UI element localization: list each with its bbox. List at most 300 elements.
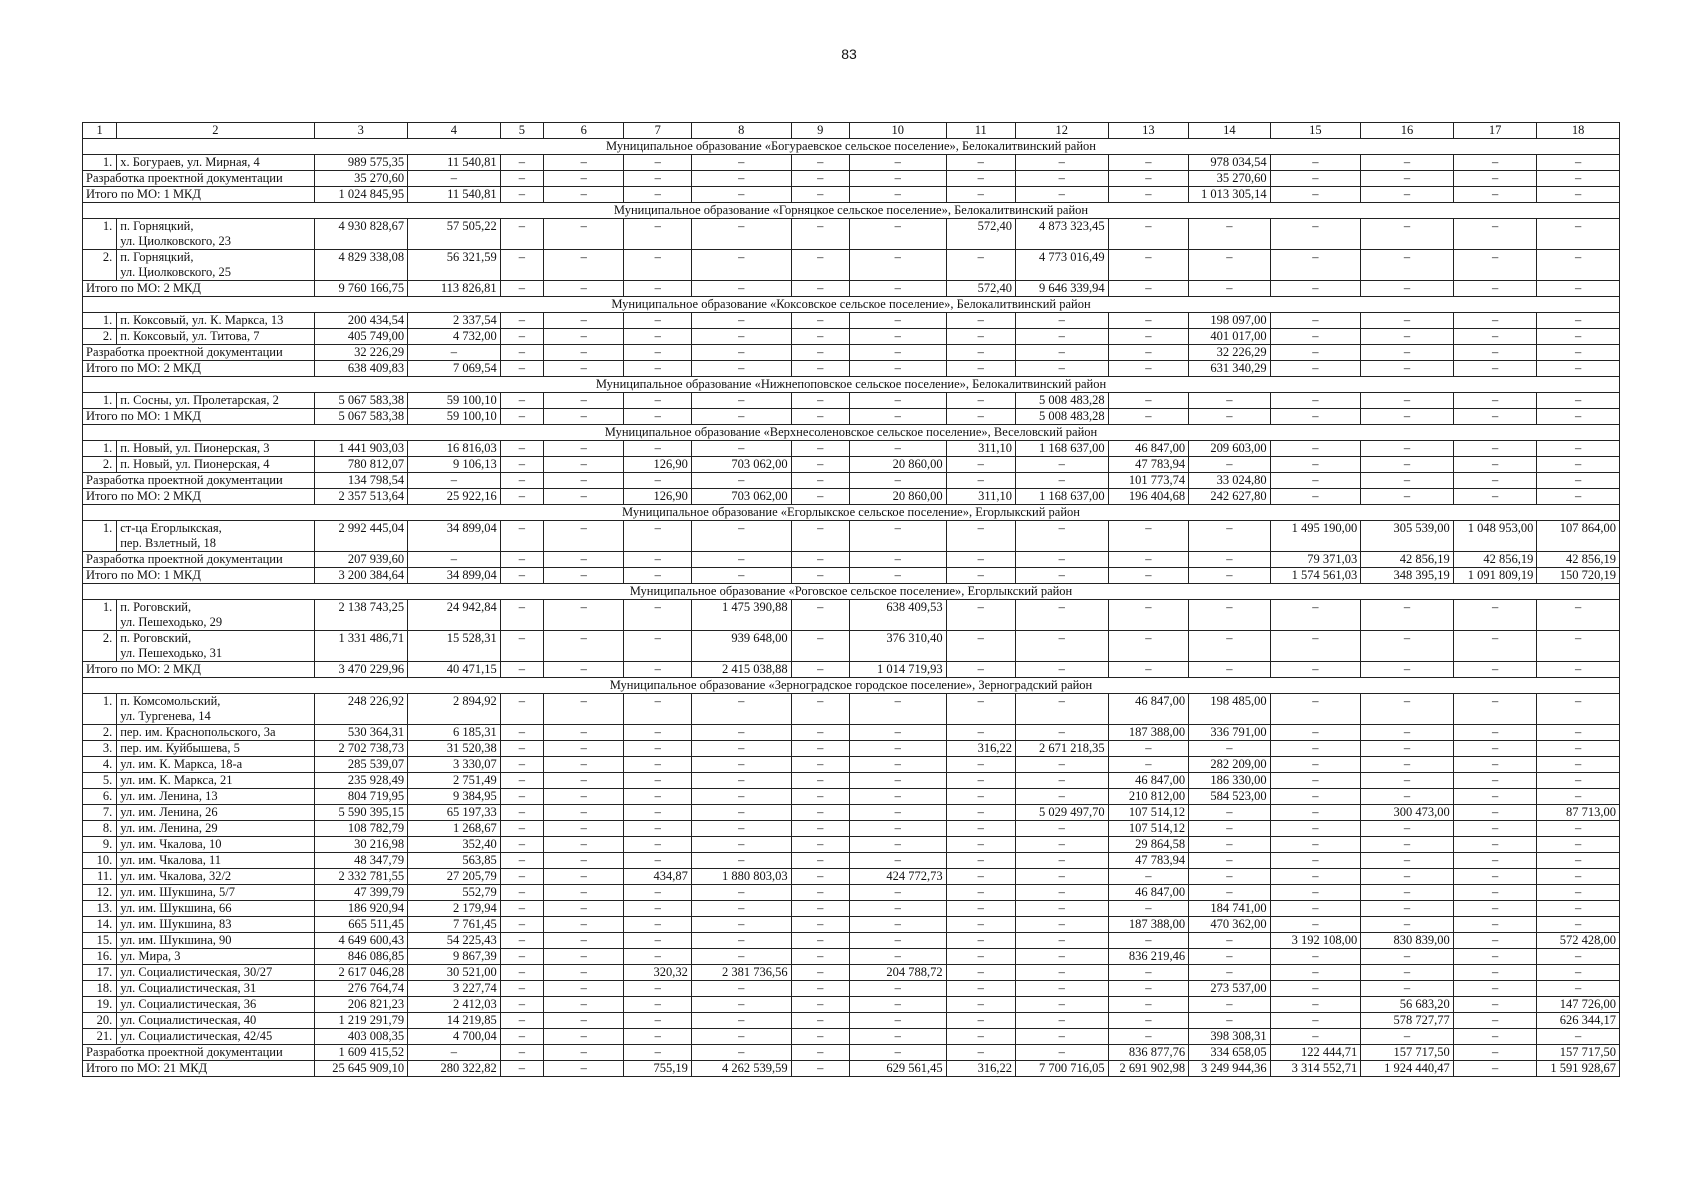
row-index: 1. [83, 441, 117, 457]
address-cell [117, 821, 314, 837]
address-cell [117, 521, 314, 552]
value-cell: – [691, 933, 791, 949]
value-cell: – [791, 281, 849, 297]
value-cell: 276 764,74 [314, 981, 408, 997]
value-cell: – [1270, 949, 1361, 965]
section-header-row [83, 139, 1620, 155]
building-row [83, 821, 1620, 837]
value-cell: – [624, 521, 691, 552]
value-cell: 9 867,39 [408, 949, 501, 965]
row-label: Итого по МО: 2 МКД [83, 662, 315, 678]
value-cell: – [849, 821, 946, 837]
value-cell: – [500, 473, 543, 489]
value-cell: – [1453, 393, 1537, 409]
value-cell: – [543, 837, 624, 853]
value-cell: – [849, 171, 946, 187]
value-cell: – [1016, 757, 1109, 773]
value-cell: – [791, 949, 849, 965]
address-cell [117, 1013, 314, 1029]
value-cell: – [849, 885, 946, 901]
value-cell: – [946, 1045, 1015, 1061]
value-cell: – [691, 821, 791, 837]
building-row [83, 949, 1620, 965]
value-cell: – [849, 789, 946, 805]
value-cell: – [624, 552, 691, 568]
address-line: ул. Циолковского, 23 [120, 234, 232, 248]
value-cell: 42 856,19 [1537, 552, 1620, 568]
value-cell: – [946, 393, 1015, 409]
value-cell: 1 048 953,00 [1453, 521, 1537, 552]
value-cell: – [624, 1045, 691, 1061]
summary-row [83, 1045, 1620, 1061]
value-cell: 755,19 [624, 1061, 691, 1077]
value-cell: 7 069,54 [408, 361, 501, 377]
value-cell: – [946, 885, 1015, 901]
value-cell: 316,22 [946, 741, 1015, 757]
value-cell: – [1453, 901, 1537, 917]
value-cell: – [691, 837, 791, 853]
value-cell: – [946, 725, 1015, 741]
value-cell: – [1016, 187, 1109, 203]
value-cell: – [624, 473, 691, 489]
value-cell: – [1189, 949, 1271, 965]
value-cell: – [624, 281, 691, 297]
value-cell: 1 219 291,79 [314, 1013, 408, 1029]
value-cell: – [1016, 981, 1109, 997]
value-cell: – [791, 313, 849, 329]
address-cell [117, 441, 314, 457]
value-cell: – [946, 155, 1015, 171]
value-cell: – [543, 805, 624, 821]
row-index: 2. [83, 457, 117, 473]
value-cell: – [849, 329, 946, 345]
value-cell: – [1453, 281, 1537, 297]
value-cell: – [1270, 187, 1361, 203]
value-cell: – [1537, 789, 1620, 805]
value-cell: 196 404,68 [1108, 489, 1189, 505]
building-row [83, 631, 1620, 662]
address-cell [117, 457, 314, 473]
value-cell: – [500, 757, 543, 773]
value-cell: – [1270, 457, 1361, 473]
row-label: Итого по МО: 2 МКД [83, 489, 315, 505]
value-cell: 16 816,03 [408, 441, 501, 457]
value-cell: 552,79 [408, 885, 501, 901]
value-cell: – [624, 949, 691, 965]
value-cell: – [1016, 568, 1109, 584]
value-cell: 107 864,00 [1537, 521, 1620, 552]
summary-row [83, 552, 1620, 568]
value-cell: – [500, 552, 543, 568]
value-cell: – [1108, 313, 1189, 329]
value-cell: – [500, 837, 543, 853]
value-cell: – [543, 313, 624, 329]
value-cell: – [946, 805, 1015, 821]
value-cell: 1 591 928,67 [1537, 1061, 1620, 1077]
value-cell: – [624, 393, 691, 409]
value-cell: – [624, 885, 691, 901]
value-cell: – [1270, 981, 1361, 997]
value-cell: 563,85 [408, 853, 501, 869]
value-cell: – [1361, 409, 1454, 425]
value-cell: 2 332 781,55 [314, 869, 408, 885]
value-cell: – [500, 313, 543, 329]
value-cell: – [1361, 949, 1454, 965]
address-line: ул. Пешеходько, 31 [120, 646, 223, 660]
value-cell: – [1453, 313, 1537, 329]
value-cell: – [849, 981, 946, 997]
value-cell: – [1270, 171, 1361, 187]
row-index: 11. [83, 869, 117, 885]
value-cell: 2 894,92 [408, 694, 501, 725]
value-cell: – [543, 662, 624, 678]
row-label: Разработка проектной документации [83, 345, 315, 361]
value-cell: – [1016, 694, 1109, 725]
address-line: ул. Пешеходько, 29 [120, 615, 223, 629]
section-title: Муниципальное образование «Горняцкое сельское поселение», Белокалитвинский район [83, 203, 1620, 219]
value-cell: – [1270, 329, 1361, 345]
value-cell: – [624, 187, 691, 203]
value-cell: 348 395,19 [1361, 568, 1454, 584]
address-line: ул. Тургенева, 14 [120, 709, 211, 723]
value-cell: – [691, 281, 791, 297]
value-cell: – [946, 997, 1015, 1013]
value-cell: – [1453, 725, 1537, 741]
value-cell: – [1270, 281, 1361, 297]
value-cell: – [500, 965, 543, 981]
value-cell: – [624, 1029, 691, 1045]
value-cell: – [691, 361, 791, 377]
value-cell: 107 514,12 [1108, 821, 1189, 837]
value-cell: 320,32 [624, 965, 691, 981]
value-cell: – [791, 662, 849, 678]
value-cell: – [1016, 821, 1109, 837]
value-cell: – [1189, 853, 1271, 869]
value-cell: – [1016, 473, 1109, 489]
value-cell: – [624, 662, 691, 678]
value-cell: – [624, 631, 691, 662]
value-cell: 4 700,04 [408, 1029, 501, 1045]
value-cell: – [691, 441, 791, 457]
value-cell: – [946, 933, 1015, 949]
value-cell: – [1453, 789, 1537, 805]
value-cell: – [1270, 409, 1361, 425]
value-cell: – [791, 631, 849, 662]
value-cell: – [500, 600, 543, 631]
value-cell: – [1016, 1013, 1109, 1029]
value-cell: – [849, 694, 946, 725]
row-index: 9. [83, 837, 117, 853]
value-cell: 242 627,80 [1189, 489, 1271, 505]
value-cell: – [624, 155, 691, 171]
value-cell: – [691, 1045, 791, 1061]
value-cell: – [1108, 409, 1189, 425]
building-row [83, 441, 1620, 457]
value-cell: 248 226,92 [314, 694, 408, 725]
address-cell [117, 933, 314, 949]
value-cell: – [408, 552, 501, 568]
value-cell: 15 528,31 [408, 631, 501, 662]
value-cell: – [1453, 917, 1537, 933]
value-cell: – [1016, 329, 1109, 345]
value-cell: – [1361, 789, 1454, 805]
value-cell: – [1537, 473, 1620, 489]
value-cell: – [1189, 997, 1271, 1013]
value-cell: – [1270, 853, 1361, 869]
value-cell: – [1537, 901, 1620, 917]
value-cell: 157 717,50 [1537, 1045, 1620, 1061]
value-cell: 311,10 [946, 489, 1015, 505]
column-number-cell: 11 [946, 123, 1015, 139]
value-cell: – [1453, 361, 1537, 377]
value-cell: 31 520,38 [408, 741, 501, 757]
value-cell: 1 495 190,00 [1270, 521, 1361, 552]
value-cell: 56 683,20 [1361, 997, 1454, 1013]
column-number-cell: 12 [1016, 123, 1109, 139]
value-cell: 54 225,43 [408, 933, 501, 949]
row-index: 6. [83, 789, 117, 805]
section-header-row [83, 505, 1620, 521]
value-cell: – [1189, 219, 1271, 250]
value-cell: 34 899,04 [408, 568, 501, 584]
value-cell: 1 268,67 [408, 821, 501, 837]
value-cell: – [1537, 600, 1620, 631]
summary-row [83, 473, 1620, 489]
value-cell: – [691, 171, 791, 187]
building-row [83, 901, 1620, 917]
value-cell: 584 523,00 [1189, 789, 1271, 805]
value-cell: 35 270,60 [314, 171, 408, 187]
address-line: ул. им. К. Маркса, 18-а [120, 757, 243, 771]
value-cell: – [1016, 853, 1109, 869]
address-line: пер. им. Куйбышева, 5 [120, 741, 240, 755]
value-cell: – [1189, 521, 1271, 552]
value-cell: – [1189, 837, 1271, 853]
value-cell: – [1016, 917, 1109, 933]
value-cell: 638 409,53 [849, 600, 946, 631]
value-cell: 7 700 716,05 [1016, 1061, 1109, 1077]
value-cell: – [500, 409, 543, 425]
value-cell: – [1453, 837, 1537, 853]
value-cell: 20 860,00 [849, 457, 946, 473]
address-line: п. Роговский, [120, 631, 192, 645]
value-cell: – [849, 741, 946, 757]
value-cell: – [849, 250, 946, 281]
value-cell: – [1361, 600, 1454, 631]
value-cell: – [543, 281, 624, 297]
value-cell: – [946, 631, 1015, 662]
value-cell: – [1270, 662, 1361, 678]
value-cell: – [1453, 1061, 1537, 1077]
value-cell: – [691, 789, 791, 805]
value-cell: – [791, 757, 849, 773]
value-cell: – [543, 568, 624, 584]
address-line: ул. Социалистическая, 31 [120, 981, 257, 995]
value-cell: – [543, 155, 624, 171]
value-cell: – [946, 600, 1015, 631]
value-cell: – [849, 281, 946, 297]
value-cell: 300 473,00 [1361, 805, 1454, 821]
value-cell: 187 388,00 [1108, 725, 1189, 741]
value-cell: – [691, 981, 791, 997]
value-cell: – [1537, 631, 1620, 662]
value-cell: – [1361, 361, 1454, 377]
address-line: п. Коксовый, ул. К. Маркса, 13 [120, 313, 284, 327]
value-cell: – [543, 329, 624, 345]
value-cell: 2 992 445,04 [314, 521, 408, 552]
value-cell: – [543, 521, 624, 552]
value-cell: – [1270, 741, 1361, 757]
row-index: 15. [83, 933, 117, 949]
row-label: Итого по МО: 1 МКД [83, 409, 315, 425]
value-cell: 46 847,00 [1108, 773, 1189, 789]
building-row [83, 313, 1620, 329]
value-cell: – [500, 997, 543, 1013]
value-cell: – [624, 741, 691, 757]
value-cell: – [624, 171, 691, 187]
value-cell: – [1537, 885, 1620, 901]
address-cell [117, 853, 314, 869]
value-cell: – [691, 313, 791, 329]
address-line: ул. Социалистическая, 40 [120, 1013, 257, 1027]
building-row [83, 885, 1620, 901]
value-cell: 780 812,07 [314, 457, 408, 473]
value-cell: – [791, 694, 849, 725]
row-index: 2. [83, 329, 117, 345]
value-cell: – [791, 489, 849, 505]
value-cell: – [691, 725, 791, 741]
value-cell: – [1361, 885, 1454, 901]
value-cell: – [1270, 773, 1361, 789]
value-cell: – [543, 631, 624, 662]
value-cell: – [791, 773, 849, 789]
value-cell: – [1361, 965, 1454, 981]
value-cell: – [1108, 552, 1189, 568]
value-cell: 40 471,15 [408, 662, 501, 678]
value-cell: – [1270, 917, 1361, 933]
building-row [83, 853, 1620, 869]
value-cell: – [1361, 741, 1454, 757]
value-cell: – [1108, 1029, 1189, 1045]
value-cell: – [500, 568, 543, 584]
value-cell: – [946, 869, 1015, 885]
value-cell: – [849, 997, 946, 1013]
value-cell: 20 860,00 [849, 489, 946, 505]
value-cell: 33 024,80 [1189, 473, 1271, 489]
value-cell: – [624, 917, 691, 933]
value-cell: – [946, 250, 1015, 281]
building-row [83, 789, 1620, 805]
value-cell: – [1361, 171, 1454, 187]
value-cell: – [791, 869, 849, 885]
value-cell: – [1537, 837, 1620, 853]
value-cell: 25 922,16 [408, 489, 501, 505]
value-cell: 1 574 561,03 [1270, 568, 1361, 584]
value-cell: – [1537, 821, 1620, 837]
value-cell: – [791, 219, 849, 250]
value-cell: 186 330,00 [1189, 773, 1271, 789]
value-cell: 9 760 166,75 [314, 281, 408, 297]
value-cell: – [1108, 393, 1189, 409]
value-cell: – [791, 521, 849, 552]
summary-row [83, 281, 1620, 297]
value-cell: – [1537, 393, 1620, 409]
value-cell: 235 928,49 [314, 773, 408, 789]
value-cell: – [691, 393, 791, 409]
column-number-cell: 5 [500, 123, 543, 139]
row-label: Итого по МО: 2 МКД [83, 361, 315, 377]
value-cell: – [500, 281, 543, 297]
value-cell: – [946, 694, 1015, 725]
value-cell: 113 826,81 [408, 281, 501, 297]
row-index: 12. [83, 885, 117, 901]
value-cell: – [1016, 361, 1109, 377]
address-line: ул. Социалистическая, 36 [120, 997, 257, 1011]
value-cell: – [1453, 821, 1537, 837]
value-cell: – [500, 1061, 543, 1077]
value-cell: – [1016, 965, 1109, 981]
value-cell: – [849, 409, 946, 425]
value-cell: – [543, 901, 624, 917]
value-cell: – [791, 457, 849, 473]
value-cell: – [543, 741, 624, 757]
value-cell: – [1016, 837, 1109, 853]
value-cell: – [1108, 869, 1189, 885]
value-cell: – [624, 1013, 691, 1029]
value-cell: 7 761,45 [408, 917, 501, 933]
value-cell: – [1453, 250, 1537, 281]
column-number-cell: 2 [117, 123, 314, 139]
value-cell: 3 192 108,00 [1270, 933, 1361, 949]
value-cell: – [691, 694, 791, 725]
value-cell: – [1270, 250, 1361, 281]
value-cell: 35 270,60 [1189, 171, 1271, 187]
value-cell: – [791, 821, 849, 837]
value-cell: 46 847,00 [1108, 885, 1189, 901]
value-cell: 5 029 497,70 [1016, 805, 1109, 821]
building-row [83, 917, 1620, 933]
value-cell: – [500, 219, 543, 250]
value-cell: – [1453, 441, 1537, 457]
value-cell: – [624, 361, 691, 377]
value-cell: 42 856,19 [1361, 552, 1454, 568]
value-cell: – [1361, 725, 1454, 741]
value-cell: – [1537, 457, 1620, 473]
value-cell: – [1361, 489, 1454, 505]
value-cell: – [1270, 219, 1361, 250]
value-cell: 4 649 600,43 [314, 933, 408, 949]
value-cell: – [849, 361, 946, 377]
value-cell: – [791, 171, 849, 187]
section-title: Муниципальное образование «Нижнепоповское сельское поселение», Белокалитвинский район [83, 377, 1620, 393]
value-cell: – [1189, 662, 1271, 678]
value-cell: – [1361, 281, 1454, 297]
row-index: 8. [83, 821, 117, 837]
row-index: 7. [83, 805, 117, 821]
section-title: Муниципальное образование «Богураевское сельское поселение», Белокалитвинский район [83, 139, 1620, 155]
value-cell: 6 185,31 [408, 725, 501, 741]
value-cell: – [1270, 441, 1361, 457]
value-cell: – [691, 552, 791, 568]
column-number-cell: 3 [314, 123, 408, 139]
value-cell: 846 086,85 [314, 949, 408, 965]
value-cell: – [1108, 361, 1189, 377]
value-cell: – [946, 345, 1015, 361]
value-cell: – [946, 361, 1015, 377]
value-cell: 9 106,13 [408, 457, 501, 473]
address-cell [117, 741, 314, 757]
value-cell: – [1016, 662, 1109, 678]
